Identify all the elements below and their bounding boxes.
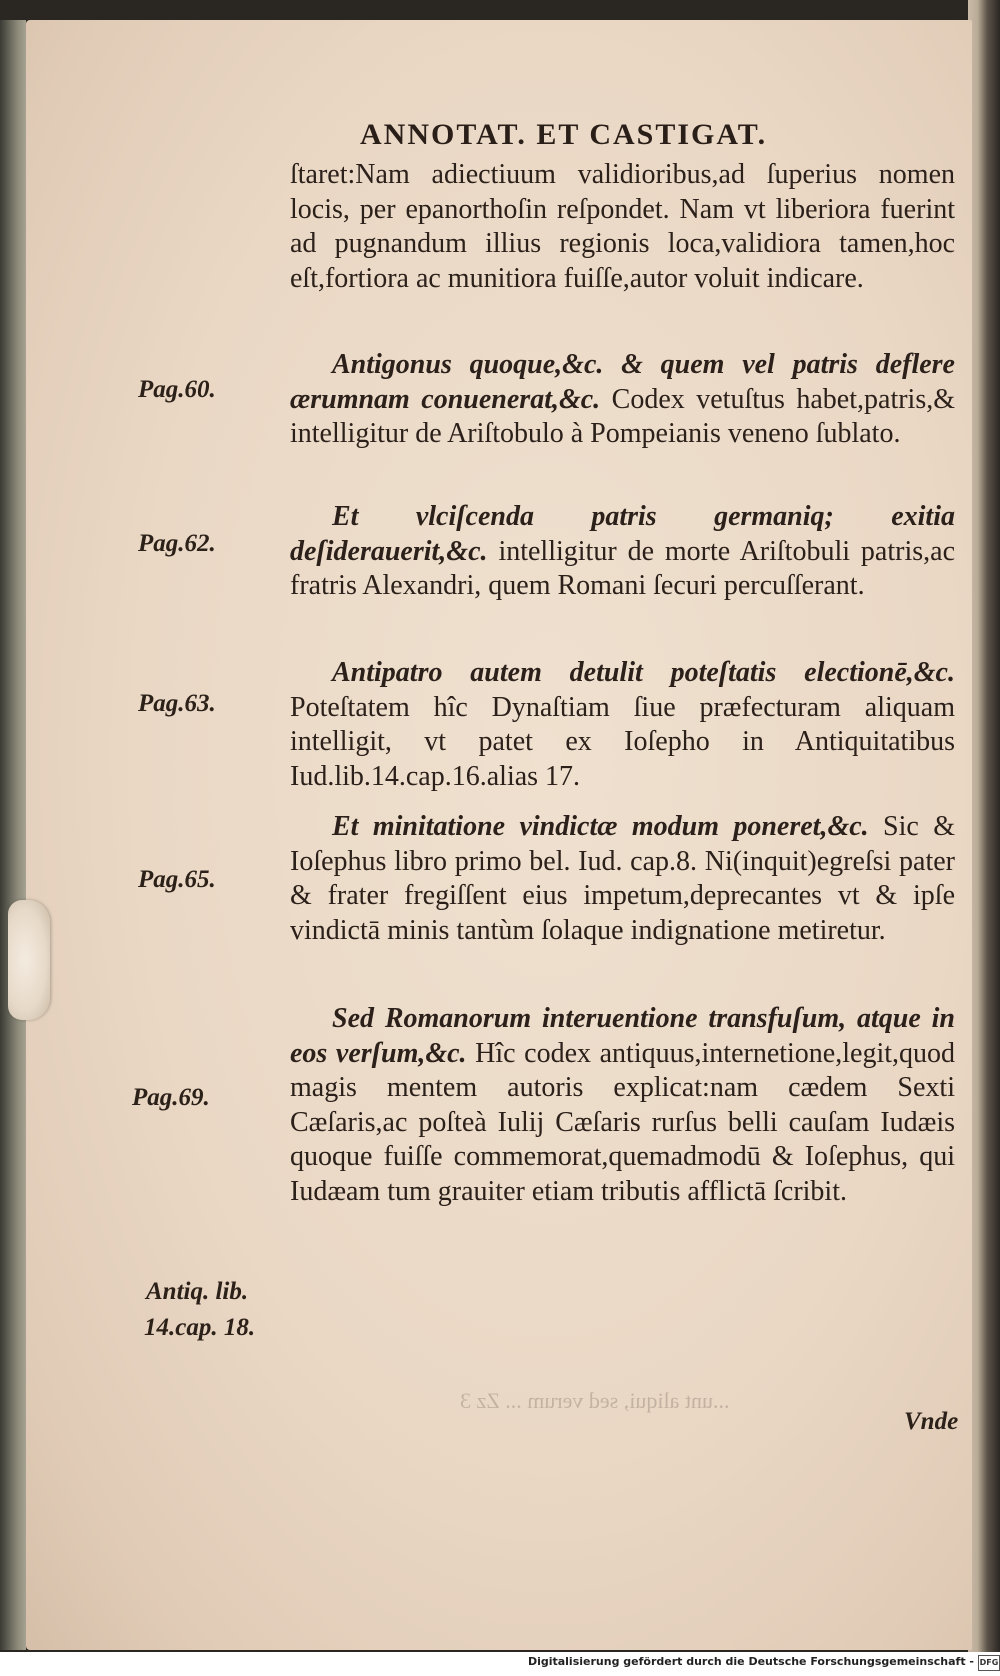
paragraph-3 (290, 500, 955, 604)
book-fore-edge (968, 0, 1000, 1660)
paragraph-body: Sic & Ioſephus libro primo bel. Iud. cap.8. Ni(inquit)egreſsi pater & frater fregiſſent eius impetum,deprecantes vt & ipſe vindictā minis tantùm ſolaque indignatione metiretur. (290, 811, 955, 946)
paragraph-body: intelligitur de morte Ariſtobuli patris,ac fratris Alexandri, quem Romani ſecuri percuſſerant. (290, 535, 955, 601)
margin-note-page-ref: Pag.60. (138, 376, 216, 403)
book-binding-edge (0, 20, 26, 1650)
paragraph-1 (290, 158, 955, 296)
paragraph-4 (290, 656, 955, 794)
dfg-logo-icon: DFG (978, 1655, 1000, 1671)
paragraph-body: ſtaret:Nam adiectiuum validioribus,ad ſuperius nomen locis, per epanorthoſin reſpondet. Nam vt liberiora fuerint ad pugnandum illius regionis loca,validiora tamen,hoc eſt,fortiora ac munitiora fuiſſe,autor voluit indicare. (290, 159, 955, 294)
book-clasp (8, 900, 50, 1020)
margin-note-page-ref: Pag.63. (138, 690, 216, 717)
paragraph-body: Hîc codex antiquus,internetione,legit,quod magis mentem autoris explicat:nam cædem Sexti Cæſaris,ac poſteà Iulij Cæſaris rurſus belli cauſam Iudæis quoque fuiſſe commemorat,quemadmodū & Ioſephus, qui Iudæam tum grauiter etiam tributis afflictā ſcribit. (290, 1037, 955, 1207)
paragraph-body: Codex vetuſtus habet,patris,& intelligitur de Ariſtobulo à Pompeianis veneno ſublato. (290, 383, 956, 449)
bleed-through-text: ...unt aliqui, sed verum ... Zz 3 (460, 1388, 730, 1413)
running-header: ANNOTAT. ET CASTIGAT. (360, 118, 768, 151)
paragraph-5 (290, 810, 955, 948)
paragraph-lead: Sed Romanorum interuentione transfuſum, atque in eos verſum,&c. (290, 1003, 955, 1069)
margin-note-page-ref: Pag.62. (138, 530, 216, 557)
paragraph-lead: Et vlciſcenda patris germaniq; exitia deſiderauerit,&c. (290, 501, 955, 567)
margin-note-page-ref: Pag.69. (132, 1084, 210, 1111)
margin-note-page-ref: Pag.65. (138, 866, 216, 893)
paragraph-lead: Et minitatione vindictæ modum poneret,&c. (332, 811, 869, 842)
catchword: Vnde (904, 1408, 959, 1435)
digitization-credit: Digitalisierung gefördert durch die Deutsche Forschungsgemeinschaft - (527, 1655, 974, 1668)
margin-note-citation: 14.cap. 18. (144, 1314, 256, 1341)
margin-note-citation: Antiq. lib. (146, 1278, 249, 1305)
paragraph-lead: Antipatro autem detulit poteſtatis electionē,&c. (332, 657, 955, 688)
paragraph-body: Poteſtatem hîc Dynaſtiam ſiue præfecturam aliquam intelligit, vt patet ex Ioſepho in Antiquitatibus Iud.lib.14.cap.16.alias 17. (290, 691, 955, 792)
paragraph-2 (290, 348, 955, 452)
paragraph-lead: Antigonus quoque,&c. & quem vel patris deflere ærumnam conuenerat,&c. (290, 349, 955, 415)
paragraph-6 (290, 1002, 955, 1209)
